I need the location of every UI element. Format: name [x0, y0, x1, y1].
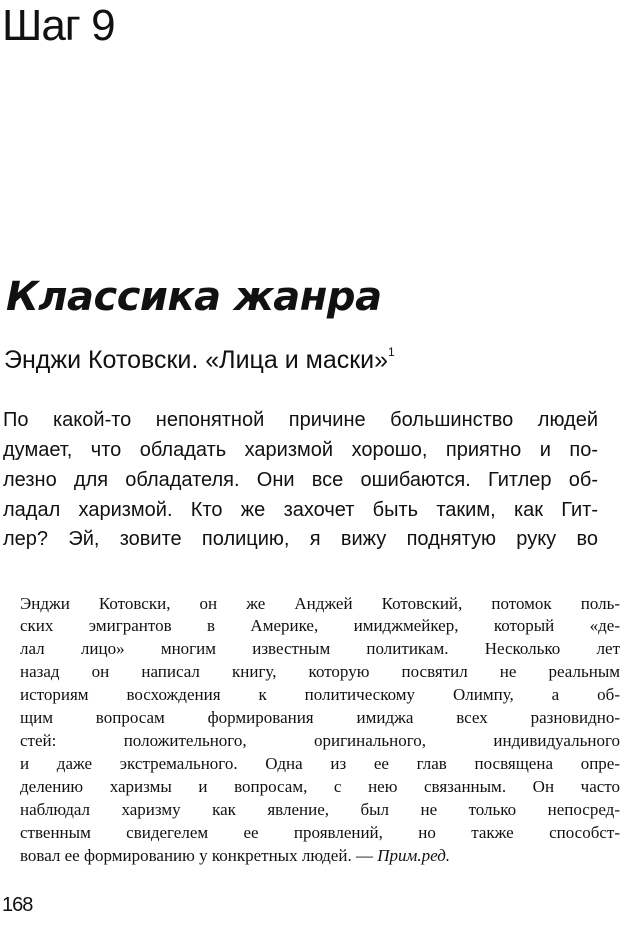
footnote-marker: 1	[388, 345, 395, 359]
page-number: 168	[2, 894, 33, 916]
footnote-line: наблюдал харизму как явление, был не только непосред-	[20, 800, 620, 819]
footnote-line: щим вопросам формирования имиджа всех разновидно-	[20, 708, 620, 727]
chapter-title: Шаг 9	[2, 1, 115, 50]
body-text-line: думает, что обладать харизмой хорошо, приятно и по-	[3, 439, 598, 461]
footnote-line: делению харизмы и вопросам, с нею связанным. Он часто	[20, 777, 620, 796]
footnote-line: лал лицо» многим известным политикам. Несколько лет	[20, 639, 620, 658]
footnote-line-last	[20, 846, 620, 866]
footnote-line: назад он написал книгу, которую посвятил не реальным	[20, 662, 620, 681]
footnote-line: историям восхождения к политическому Олимпу, а об-	[20, 685, 620, 704]
body-text-line: ладал харизмой. Кто же захочет быть таким, как Гит-	[3, 499, 598, 521]
footnote-line: Энджи Котовски, он же Анджей Котовский, потомок поль-	[20, 594, 620, 613]
footnote-line: и даже экстремального. Одна из ее глав посвящена опре-	[20, 754, 620, 773]
footnote-line: ских эмигрантов в Америке, имиджмейкер, который «де-	[20, 616, 620, 635]
footnote-line-text: вовал ее формированию у конкретных людей. —	[20, 846, 373, 865]
article-title-text: Энджи Котовски. «Лица и маски»	[4, 346, 389, 374]
article-title	[4, 346, 395, 375]
body-text-line: лер? Эй, зовите полицию, я вижу поднятую руку во	[3, 528, 598, 550]
editor-note: Прим.ред.	[377, 846, 451, 865]
section-heading: Классика жанра	[6, 274, 382, 320]
footnote-line: стей: положительного, оригинального, индивидуального	[20, 731, 620, 750]
body-text-line: По какой-то непонятной причине большинство людей	[3, 409, 598, 431]
body-text-line: лезно для обладателя. Они все ошибаются. Гитлер об-	[3, 469, 598, 491]
footnote-line: ственным свидегелем ее проявлений, но также способст-	[20, 823, 620, 842]
